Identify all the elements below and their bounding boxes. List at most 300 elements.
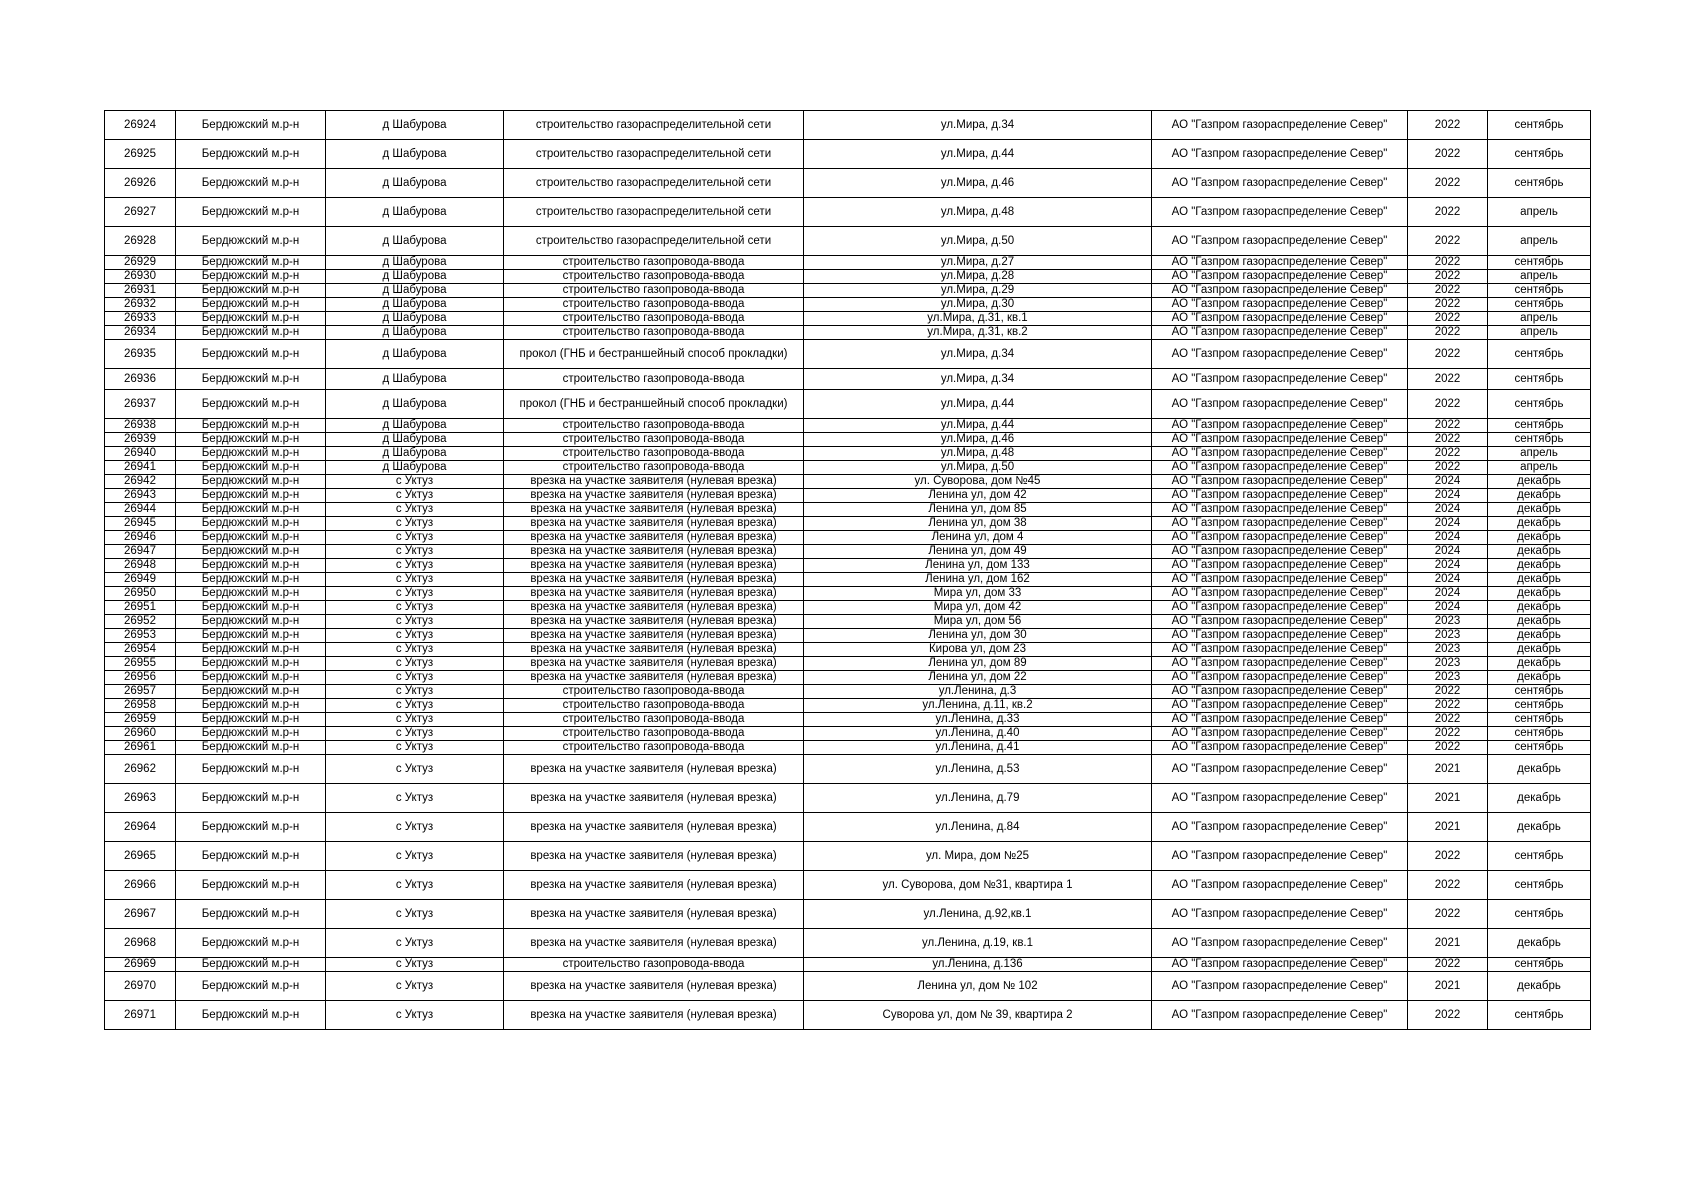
table-row — [105, 671, 1591, 685]
cell-work-type: врезка на участке заявителя (нулевая врезка) — [504, 643, 804, 657]
cell-district: Бердюжский м.р-н — [176, 531, 326, 545]
cell-id: 26938 — [105, 419, 176, 433]
cell-organization: АО "Газпром газораспределение Север" — [1152, 284, 1408, 298]
cell-address: ул.Мира, д.44 — [804, 390, 1152, 419]
cell-district: Бердюжский м.р-н — [176, 545, 326, 559]
cell-address: Ленина ул, дом 49 — [804, 545, 1152, 559]
cell-organization: АО "Газпром газораспределение Север" — [1152, 671, 1408, 685]
cell-month: декабрь — [1488, 573, 1591, 587]
cell-organization: АО "Газпром газораспределение Север" — [1152, 657, 1408, 671]
cell-work-type: строительство газопровода-ввода — [504, 685, 804, 699]
cell-locality: с Уктуз — [326, 531, 504, 545]
cell-month: декабрь — [1488, 531, 1591, 545]
cell-locality: с Уктуз — [326, 755, 504, 784]
cell-locality: с Уктуз — [326, 643, 504, 657]
cell-work-type: врезка на участке заявителя (нулевая врезка) — [504, 559, 804, 573]
cell-address: ул.Ленина, д.136 — [804, 958, 1152, 972]
cell-district: Бердюжский м.р-н — [176, 813, 326, 842]
cell-locality: д Шабурова — [326, 326, 504, 340]
cell-locality: д Шабурова — [326, 298, 504, 312]
cell-address: ул.Мира, д.44 — [804, 140, 1152, 169]
cell-organization: АО "Газпром газораспределение Север" — [1152, 727, 1408, 741]
cell-organization: АО "Газпром газораспределение Север" — [1152, 587, 1408, 601]
cell-year: 2022 — [1408, 140, 1488, 169]
cell-id: 26942 — [105, 475, 176, 489]
cell-year: 2022 — [1408, 111, 1488, 140]
cell-work-type: врезка на участке заявителя (нулевая врезка) — [504, 813, 804, 842]
cell-locality: с Уктуз — [326, 657, 504, 671]
cell-district: Бердюжский м.р-н — [176, 270, 326, 284]
cell-district: Бердюжский м.р-н — [176, 284, 326, 298]
cell-month: сентябрь — [1488, 842, 1591, 871]
cell-locality: с Уктуз — [326, 545, 504, 559]
cell-locality: д Шабурова — [326, 447, 504, 461]
cell-month: декабрь — [1488, 587, 1591, 601]
cell-month: апрель — [1488, 326, 1591, 340]
cell-district: Бердюжский м.р-н — [176, 140, 326, 169]
cell-year: 2023 — [1408, 629, 1488, 643]
table-row — [105, 699, 1591, 713]
cell-organization: АО "Газпром газораспределение Север" — [1152, 140, 1408, 169]
cell-organization: АО "Газпром газораспределение Север" — [1152, 326, 1408, 340]
cell-organization: АО "Газпром газораспределение Север" — [1152, 312, 1408, 326]
table-row — [105, 390, 1591, 419]
cell-locality: с Уктуз — [326, 671, 504, 685]
cell-work-type: строительство газораспределительной сети — [504, 198, 804, 227]
cell-year: 2022 — [1408, 227, 1488, 256]
cell-year: 2024 — [1408, 517, 1488, 531]
cell-month: сентябрь — [1488, 169, 1591, 198]
cell-year: 2022 — [1408, 713, 1488, 727]
cell-work-type: строительство газопровода-ввода — [504, 312, 804, 326]
cell-locality: д Шабурова — [326, 198, 504, 227]
cell-id: 26953 — [105, 629, 176, 643]
cell-work-type: строительство газопровода-ввода — [504, 447, 804, 461]
cell-address: ул. Мира, дом №25 — [804, 842, 1152, 871]
cell-district: Бердюжский м.р-н — [176, 312, 326, 326]
cell-address: ул.Мира, д.50 — [804, 461, 1152, 475]
cell-locality: д Шабурова — [326, 284, 504, 298]
cell-id: 26943 — [105, 489, 176, 503]
cell-locality: д Шабурова — [326, 369, 504, 390]
cell-address: Ленина ул, дом 30 — [804, 629, 1152, 643]
cell-district: Бердюжский м.р-н — [176, 615, 326, 629]
cell-id: 26952 — [105, 615, 176, 629]
cell-district: Бердюжский м.р-н — [176, 587, 326, 601]
cell-year: 2022 — [1408, 326, 1488, 340]
cell-district: Бердюжский м.р-н — [176, 958, 326, 972]
cell-month: декабрь — [1488, 517, 1591, 531]
cell-work-type: врезка на участке заявителя (нулевая врезка) — [504, 475, 804, 489]
cell-year: 2022 — [1408, 461, 1488, 475]
cell-address: ул.Мира, д.27 — [804, 256, 1152, 270]
cell-locality: д Шабурова — [326, 270, 504, 284]
cell-locality: д Шабурова — [326, 340, 504, 369]
cell-work-type: строительство газопровода-ввода — [504, 958, 804, 972]
cell-work-type: врезка на участке заявителя (нулевая врезка) — [504, 929, 804, 958]
cell-district: Бердюжский м.р-н — [176, 1001, 326, 1030]
cell-organization: АО "Газпром газораспределение Север" — [1152, 871, 1408, 900]
cell-district: Бердюжский м.р-н — [176, 419, 326, 433]
cell-month: декабрь — [1488, 601, 1591, 615]
cell-work-type: строительство газопровода-ввода — [504, 298, 804, 312]
cell-locality: с Уктуз — [326, 900, 504, 929]
cell-id: 26940 — [105, 447, 176, 461]
cell-month: сентябрь — [1488, 871, 1591, 900]
table-row — [105, 713, 1591, 727]
cell-district: Бердюжский м.р-н — [176, 340, 326, 369]
cell-work-type: врезка на участке заявителя (нулевая врезка) — [504, 573, 804, 587]
cell-locality: с Уктуз — [326, 727, 504, 741]
cell-month: сентябрь — [1488, 958, 1591, 972]
cell-month: сентябрь — [1488, 390, 1591, 419]
cell-locality: с Уктуз — [326, 615, 504, 629]
cell-organization: АО "Газпром газораспределение Север" — [1152, 972, 1408, 1001]
cell-year: 2022 — [1408, 256, 1488, 270]
cell-id: 26955 — [105, 657, 176, 671]
table-row — [105, 503, 1591, 517]
cell-address: ул.Ленина, д.79 — [804, 784, 1152, 813]
cell-id: 26970 — [105, 972, 176, 1001]
cell-address: Ленина ул, дом № 102 — [804, 972, 1152, 1001]
cell-locality: с Уктуз — [326, 871, 504, 900]
cell-id: 26924 — [105, 111, 176, 140]
cell-month: сентябрь — [1488, 298, 1591, 312]
cell-id: 26969 — [105, 958, 176, 972]
table-row — [105, 615, 1591, 629]
cell-organization: АО "Газпром газораспределение Север" — [1152, 340, 1408, 369]
cell-month: сентябрь — [1488, 433, 1591, 447]
cell-month: сентябрь — [1488, 369, 1591, 390]
cell-locality: д Шабурова — [326, 461, 504, 475]
cell-address: ул.Ленина, д.40 — [804, 727, 1152, 741]
cell-locality: с Уктуз — [326, 842, 504, 871]
cell-id: 26960 — [105, 727, 176, 741]
table-row — [105, 601, 1591, 615]
cell-year: 2022 — [1408, 727, 1488, 741]
table-row — [105, 587, 1591, 601]
cell-address: ул. Суворова, дом №45 — [804, 475, 1152, 489]
cell-year: 2022 — [1408, 871, 1488, 900]
cell-work-type: врезка на участке заявителя (нулевая врезка) — [504, 842, 804, 871]
cell-work-type: строительство газопровода-ввода — [504, 461, 804, 475]
document-sheet — [104, 110, 1590, 1030]
gasification-table — [104, 110, 1591, 1030]
cell-work-type: врезка на участке заявителя (нулевая врезка) — [504, 671, 804, 685]
cell-year: 2022 — [1408, 433, 1488, 447]
cell-locality: д Шабурова — [326, 256, 504, 270]
cell-address: Ленина ул, дом 38 — [804, 517, 1152, 531]
cell-address: ул.Мира, д.48 — [804, 447, 1152, 461]
cell-district: Бердюжский м.р-н — [176, 256, 326, 270]
table-row — [105, 657, 1591, 671]
cell-id: 26965 — [105, 842, 176, 871]
cell-year: 2022 — [1408, 298, 1488, 312]
table-row — [105, 813, 1591, 842]
cell-year: 2024 — [1408, 503, 1488, 517]
cell-address: ул.Мира, д.30 — [804, 298, 1152, 312]
cell-district: Бердюжский м.р-н — [176, 671, 326, 685]
table-row — [105, 340, 1591, 369]
cell-month: апрель — [1488, 227, 1591, 256]
cell-id: 26925 — [105, 140, 176, 169]
cell-locality: с Уктуз — [326, 1001, 504, 1030]
cell-locality: д Шабурова — [326, 169, 504, 198]
cell-district: Бердюжский м.р-н — [176, 657, 326, 671]
cell-month: сентябрь — [1488, 713, 1591, 727]
cell-district: Бердюжский м.р-н — [176, 929, 326, 958]
cell-district: Бердюжский м.р-н — [176, 326, 326, 340]
cell-organization: АО "Газпром газораспределение Север" — [1152, 111, 1408, 140]
cell-month: сентябрь — [1488, 685, 1591, 699]
cell-district: Бердюжский м.р-н — [176, 461, 326, 475]
cell-organization: АО "Газпром газораспределение Север" — [1152, 270, 1408, 284]
table-row — [105, 629, 1591, 643]
cell-locality: д Шабурова — [326, 111, 504, 140]
table-row — [105, 270, 1591, 284]
cell-month: сентябрь — [1488, 140, 1591, 169]
cell-organization: АО "Газпром газораспределение Север" — [1152, 433, 1408, 447]
cell-year: 2021 — [1408, 813, 1488, 842]
cell-work-type: строительство газораспределительной сети — [504, 169, 804, 198]
table-row — [105, 1001, 1591, 1030]
cell-work-type: строительство газопровода-ввода — [504, 369, 804, 390]
cell-work-type: врезка на участке заявителя (нулевая врезка) — [504, 657, 804, 671]
cell-district: Бердюжский м.р-н — [176, 198, 326, 227]
cell-organization: АО "Газпром газораспределение Север" — [1152, 643, 1408, 657]
cell-month: декабрь — [1488, 755, 1591, 784]
cell-locality: д Шабурова — [326, 140, 504, 169]
cell-organization: АО "Газпром газораспределение Север" — [1152, 461, 1408, 475]
cell-month: декабрь — [1488, 545, 1591, 559]
cell-year: 2021 — [1408, 755, 1488, 784]
cell-locality: с Уктуз — [326, 699, 504, 713]
cell-address: Мира ул, дом 33 — [804, 587, 1152, 601]
cell-address: ул.Мира, д.44 — [804, 419, 1152, 433]
cell-address: ул.Мира, д.46 — [804, 169, 1152, 198]
cell-address: Ленина ул, дом 42 — [804, 489, 1152, 503]
cell-month: декабрь — [1488, 813, 1591, 842]
cell-year: 2024 — [1408, 573, 1488, 587]
cell-organization: АО "Газпром газораспределение Север" — [1152, 784, 1408, 813]
cell-address: ул.Ленина, д.41 — [804, 741, 1152, 755]
cell-id: 26945 — [105, 517, 176, 531]
table-row — [105, 298, 1591, 312]
cell-year: 2023 — [1408, 671, 1488, 685]
cell-locality: с Уктуз — [326, 489, 504, 503]
cell-id: 26935 — [105, 340, 176, 369]
cell-organization: АО "Газпром газораспределение Север" — [1152, 475, 1408, 489]
cell-district: Бердюжский м.р-н — [176, 871, 326, 900]
cell-month: апрель — [1488, 312, 1591, 326]
cell-id: 26948 — [105, 559, 176, 573]
cell-district: Бердюжский м.р-н — [176, 784, 326, 813]
cell-month: декабрь — [1488, 929, 1591, 958]
cell-year: 2022 — [1408, 369, 1488, 390]
cell-id: 26950 — [105, 587, 176, 601]
cell-work-type: врезка на участке заявителя (нулевая врезка) — [504, 545, 804, 559]
cell-work-type: врезка на участке заявителя (нулевая врезка) — [504, 900, 804, 929]
cell-locality: с Уктуз — [326, 503, 504, 517]
cell-month: сентябрь — [1488, 256, 1591, 270]
cell-id: 26954 — [105, 643, 176, 657]
cell-id: 26956 — [105, 671, 176, 685]
cell-district: Бердюжский м.р-н — [176, 227, 326, 256]
cell-month: декабрь — [1488, 671, 1591, 685]
cell-work-type: строительство газопровода-ввода — [504, 284, 804, 298]
cell-work-type: строительство газопровода-ввода — [504, 741, 804, 755]
cell-work-type: врезка на участке заявителя (нулевая врезка) — [504, 587, 804, 601]
cell-address: ул.Мира, д.34 — [804, 369, 1152, 390]
cell-district: Бердюжский м.р-н — [176, 601, 326, 615]
cell-month: декабрь — [1488, 972, 1591, 1001]
cell-organization: АО "Газпром газораспределение Север" — [1152, 1001, 1408, 1030]
table-row — [105, 871, 1591, 900]
cell-month: сентябрь — [1488, 900, 1591, 929]
cell-address: ул.Мира, д.29 — [804, 284, 1152, 298]
cell-locality: с Уктуз — [326, 601, 504, 615]
cell-organization: АО "Газпром газораспределение Север" — [1152, 900, 1408, 929]
cell-address: ул.Ленина, д.84 — [804, 813, 1152, 842]
cell-district: Бердюжский м.р-н — [176, 433, 326, 447]
cell-year: 2022 — [1408, 447, 1488, 461]
cell-locality: с Уктуз — [326, 813, 504, 842]
cell-work-type: строительство газопровода-ввода — [504, 699, 804, 713]
cell-organization: АО "Газпром газораспределение Север" — [1152, 699, 1408, 713]
table-row — [105, 475, 1591, 489]
cell-id: 26959 — [105, 713, 176, 727]
cell-locality: с Уктуз — [326, 629, 504, 643]
cell-id: 26936 — [105, 369, 176, 390]
cell-address: ул.Мира, д.34 — [804, 111, 1152, 140]
cell-id: 26957 — [105, 685, 176, 699]
cell-organization: АО "Газпром газораспределение Север" — [1152, 813, 1408, 842]
cell-year: 2024 — [1408, 475, 1488, 489]
table-row — [105, 741, 1591, 755]
cell-address: Ленина ул, дом 22 — [804, 671, 1152, 685]
cell-month: декабрь — [1488, 503, 1591, 517]
cell-work-type: прокол (ГНБ и бестраншейный способ прокладки) — [504, 390, 804, 419]
cell-locality: с Уктуз — [326, 713, 504, 727]
cell-organization: АО "Газпром газораспределение Север" — [1152, 517, 1408, 531]
cell-district: Бердюжский м.р-н — [176, 573, 326, 587]
cell-month: декабрь — [1488, 784, 1591, 813]
cell-month: декабрь — [1488, 629, 1591, 643]
cell-organization: АО "Газпром газораспределение Север" — [1152, 447, 1408, 461]
cell-organization: АО "Газпром газораспределение Север" — [1152, 713, 1408, 727]
cell-address: Ленина ул, дом 89 — [804, 657, 1152, 671]
table-row — [105, 111, 1591, 140]
cell-address: ул. Суворова, дом №31, квартира 1 — [804, 871, 1152, 900]
cell-organization: АО "Газпром газораспределение Север" — [1152, 489, 1408, 503]
cell-organization: АО "Газпром газораспределение Север" — [1152, 198, 1408, 227]
cell-locality: с Уктуз — [326, 741, 504, 755]
cell-address: Мира ул, дом 42 — [804, 601, 1152, 615]
cell-address: Ленина ул, дом 133 — [804, 559, 1152, 573]
cell-district: Бердюжский м.р-н — [176, 390, 326, 419]
table-row — [105, 727, 1591, 741]
cell-district: Бердюжский м.р-н — [176, 489, 326, 503]
cell-locality: с Уктуз — [326, 784, 504, 813]
table-row — [105, 972, 1591, 1001]
cell-work-type: врезка на участке заявителя (нулевая врезка) — [504, 517, 804, 531]
cell-locality: д Шабурова — [326, 312, 504, 326]
cell-month: сентябрь — [1488, 340, 1591, 369]
cell-work-type: врезка на участке заявителя (нулевая врезка) — [504, 871, 804, 900]
cell-address: ул.Мира, д.46 — [804, 433, 1152, 447]
cell-district: Бердюжский м.р-н — [176, 699, 326, 713]
cell-locality: с Уктуз — [326, 559, 504, 573]
cell-locality: с Уктуз — [326, 958, 504, 972]
cell-year: 2022 — [1408, 685, 1488, 699]
cell-work-type: строительство газораспределительной сети — [504, 227, 804, 256]
table-row — [105, 369, 1591, 390]
cell-year: 2024 — [1408, 601, 1488, 615]
cell-year: 2022 — [1408, 169, 1488, 198]
cell-district: Бердюжский м.р-н — [176, 900, 326, 929]
table-row — [105, 958, 1591, 972]
cell-organization: АО "Газпром газораспределение Север" — [1152, 842, 1408, 871]
cell-address: Мира ул, дом 56 — [804, 615, 1152, 629]
cell-month: сентябрь — [1488, 284, 1591, 298]
cell-address: Суворова ул, дом № 39, квартира 2 — [804, 1001, 1152, 1030]
cell-year: 2022 — [1408, 340, 1488, 369]
cell-organization: АО "Газпром газораспределение Север" — [1152, 531, 1408, 545]
cell-locality: с Уктуз — [326, 587, 504, 601]
cell-district: Бердюжский м.р-н — [176, 713, 326, 727]
cell-month: декабрь — [1488, 657, 1591, 671]
cell-organization: АО "Газпром газораспределение Север" — [1152, 256, 1408, 270]
cell-work-type: строительство газопровода-ввода — [504, 270, 804, 284]
cell-locality: д Шабурова — [326, 433, 504, 447]
cell-year: 2022 — [1408, 270, 1488, 284]
cell-year: 2021 — [1408, 972, 1488, 1001]
cell-year: 2022 — [1408, 1001, 1488, 1030]
cell-address: ул.Мира, д.48 — [804, 198, 1152, 227]
cell-district: Бердюжский м.р-н — [176, 741, 326, 755]
table-row — [105, 929, 1591, 958]
cell-address: Ленина ул, дом 85 — [804, 503, 1152, 517]
cell-work-type: врезка на участке заявителя (нулевая врезка) — [504, 629, 804, 643]
cell-locality: д Шабурова — [326, 227, 504, 256]
cell-work-type: врезка на участке заявителя (нулевая врезка) — [504, 1001, 804, 1030]
cell-id: 26947 — [105, 545, 176, 559]
table-row — [105, 433, 1591, 447]
cell-district: Бердюжский м.р-н — [176, 685, 326, 699]
cell-district: Бердюжский м.р-н — [176, 169, 326, 198]
cell-id: 26951 — [105, 601, 176, 615]
table-row — [105, 284, 1591, 298]
cell-organization: АО "Газпром газораспределение Север" — [1152, 741, 1408, 755]
cell-work-type: врезка на участке заявителя (нулевая врезка) — [504, 503, 804, 517]
cell-address: ул.Ленина, д.3 — [804, 685, 1152, 699]
cell-month: декабрь — [1488, 615, 1591, 629]
cell-month: апрель — [1488, 198, 1591, 227]
cell-id: 26929 — [105, 256, 176, 270]
cell-year: 2022 — [1408, 842, 1488, 871]
cell-month: апрель — [1488, 270, 1591, 284]
cell-month: сентябрь — [1488, 111, 1591, 140]
cell-address: Кирова ул, дом 23 — [804, 643, 1152, 657]
cell-id: 26964 — [105, 813, 176, 842]
table-row — [105, 227, 1591, 256]
cell-year: 2022 — [1408, 958, 1488, 972]
cell-organization: АО "Газпром газораспределение Север" — [1152, 545, 1408, 559]
cell-id: 26927 — [105, 198, 176, 227]
cell-district: Бердюжский м.р-н — [176, 629, 326, 643]
cell-year: 2023 — [1408, 657, 1488, 671]
cell-id: 26937 — [105, 390, 176, 419]
